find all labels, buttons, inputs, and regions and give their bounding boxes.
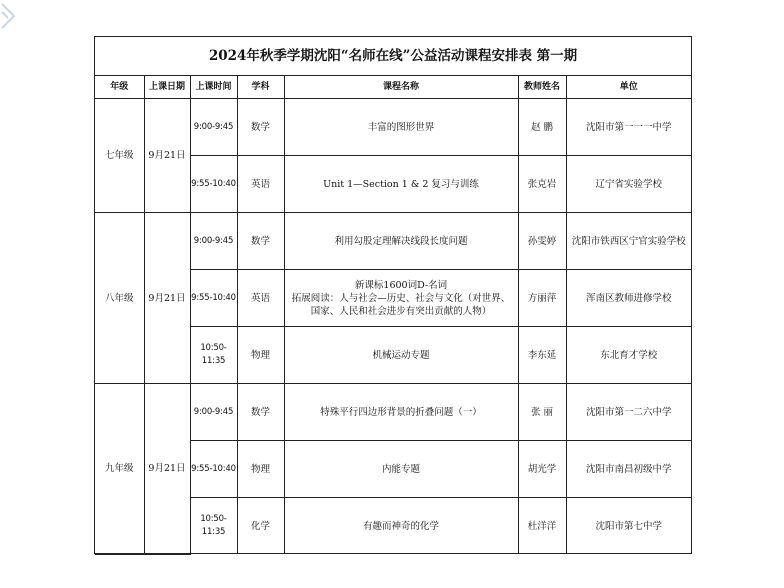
header-time: 上课时间	[190, 76, 237, 99]
grade-cell: 七年级	[95, 99, 144, 213]
subject-cell: 数学	[237, 99, 284, 156]
header-teacher: 教师姓名	[518, 76, 566, 99]
table-row	[95, 384, 691, 441]
table-row	[95, 99, 691, 156]
subject-cell: 化学	[237, 498, 284, 555]
school-cell: 辽宁省实验学校	[566, 156, 691, 213]
course-cell: 内能专题	[284, 441, 518, 498]
table-row	[95, 213, 691, 270]
header-grade: 年级	[95, 76, 144, 99]
teacher-cell: 孙雯婷	[518, 213, 566, 270]
subject-cell: 英语	[237, 270, 284, 327]
school-cell: 沈阳市铁西区宁官实验学校	[566, 213, 691, 270]
course-cell: 丰富的图形世界	[284, 99, 518, 156]
corner-decoration-icon	[0, 0, 22, 40]
subject-cell: 物理	[237, 327, 284, 384]
time-cell: 9:00-9:45	[190, 384, 237, 441]
subject-cell: 数学	[237, 213, 284, 270]
course-line: 新课标1600词D-名词	[354, 279, 448, 291]
teacher-cell: 张克岩	[518, 156, 566, 213]
header-subject: 学科	[237, 76, 284, 99]
date-cell: 9月21日	[144, 99, 190, 213]
course-line: 国家、人民和社会进步有突出贡献的人物）	[310, 305, 492, 317]
subject-cell: 数学	[237, 384, 284, 441]
time-cell: 10:50-11:35	[190, 327, 237, 384]
header-row	[95, 76, 691, 99]
time-cell: 9:00-9:45	[190, 213, 237, 270]
subject-cell: 英语	[237, 156, 284, 213]
course-cell: 机械运动专题	[284, 327, 518, 384]
course-cell: 有趣而神奇的化学	[284, 498, 518, 555]
school-cell: 浑南区教师进修学校	[566, 270, 691, 327]
course-cell	[284, 270, 518, 327]
course-cell: 特殊平行四边形背景的折叠问题（一）	[284, 384, 518, 441]
school-cell: 沈阳市第七中学	[566, 498, 691, 555]
header-course: 课程名称	[284, 76, 518, 99]
teacher-cell: 李东延	[518, 327, 566, 384]
date-cell: 9月21日	[144, 213, 190, 384]
school-cell: 沈阳市第一一一中学	[566, 99, 691, 156]
page-title: 2024年秋季学期沈阳“名师在线”公益活动课程安排表 第一期	[95, 37, 691, 76]
teacher-cell: 方丽萍	[518, 270, 566, 327]
course-cell: 利用勾股定理解决线段长度问题	[284, 213, 518, 270]
subject-cell: 物理	[237, 441, 284, 498]
school-cell: 沈阳市南昌初级中学	[566, 441, 691, 498]
teacher-cell: 胡光学	[518, 441, 566, 498]
school-cell: 东北育才学校	[566, 327, 691, 384]
date-cell: 9月21日	[144, 384, 190, 555]
grade-cell: 九年级	[95, 384, 144, 555]
grade-cell: 八年级	[95, 213, 144, 384]
header-school: 单位	[566, 76, 691, 99]
teacher-cell: 赵 鹏	[518, 99, 566, 156]
course-line: 拓展阅读：人与社会—历史、社会与文化（对世界、	[291, 292, 511, 304]
schedule-sheet	[94, 36, 692, 554]
time-cell: 9:55-10:40	[190, 270, 237, 327]
time-cell: 9:55-10:40	[190, 156, 237, 213]
teacher-cell: 杜洋洋	[518, 498, 566, 555]
schedule-table	[95, 76, 691, 555]
time-cell: 10:50-11:35	[190, 498, 237, 555]
time-cell: 9:55-10:40	[190, 441, 237, 498]
school-cell: 沈阳市第一二六中学	[566, 384, 691, 441]
header-date: 上课日期	[144, 76, 190, 99]
time-cell: 9:00-9:45	[190, 99, 237, 156]
course-cell: Unit 1—Section 1 & 2 复习与训练	[284, 156, 518, 213]
teacher-cell: 张 丽	[518, 384, 566, 441]
